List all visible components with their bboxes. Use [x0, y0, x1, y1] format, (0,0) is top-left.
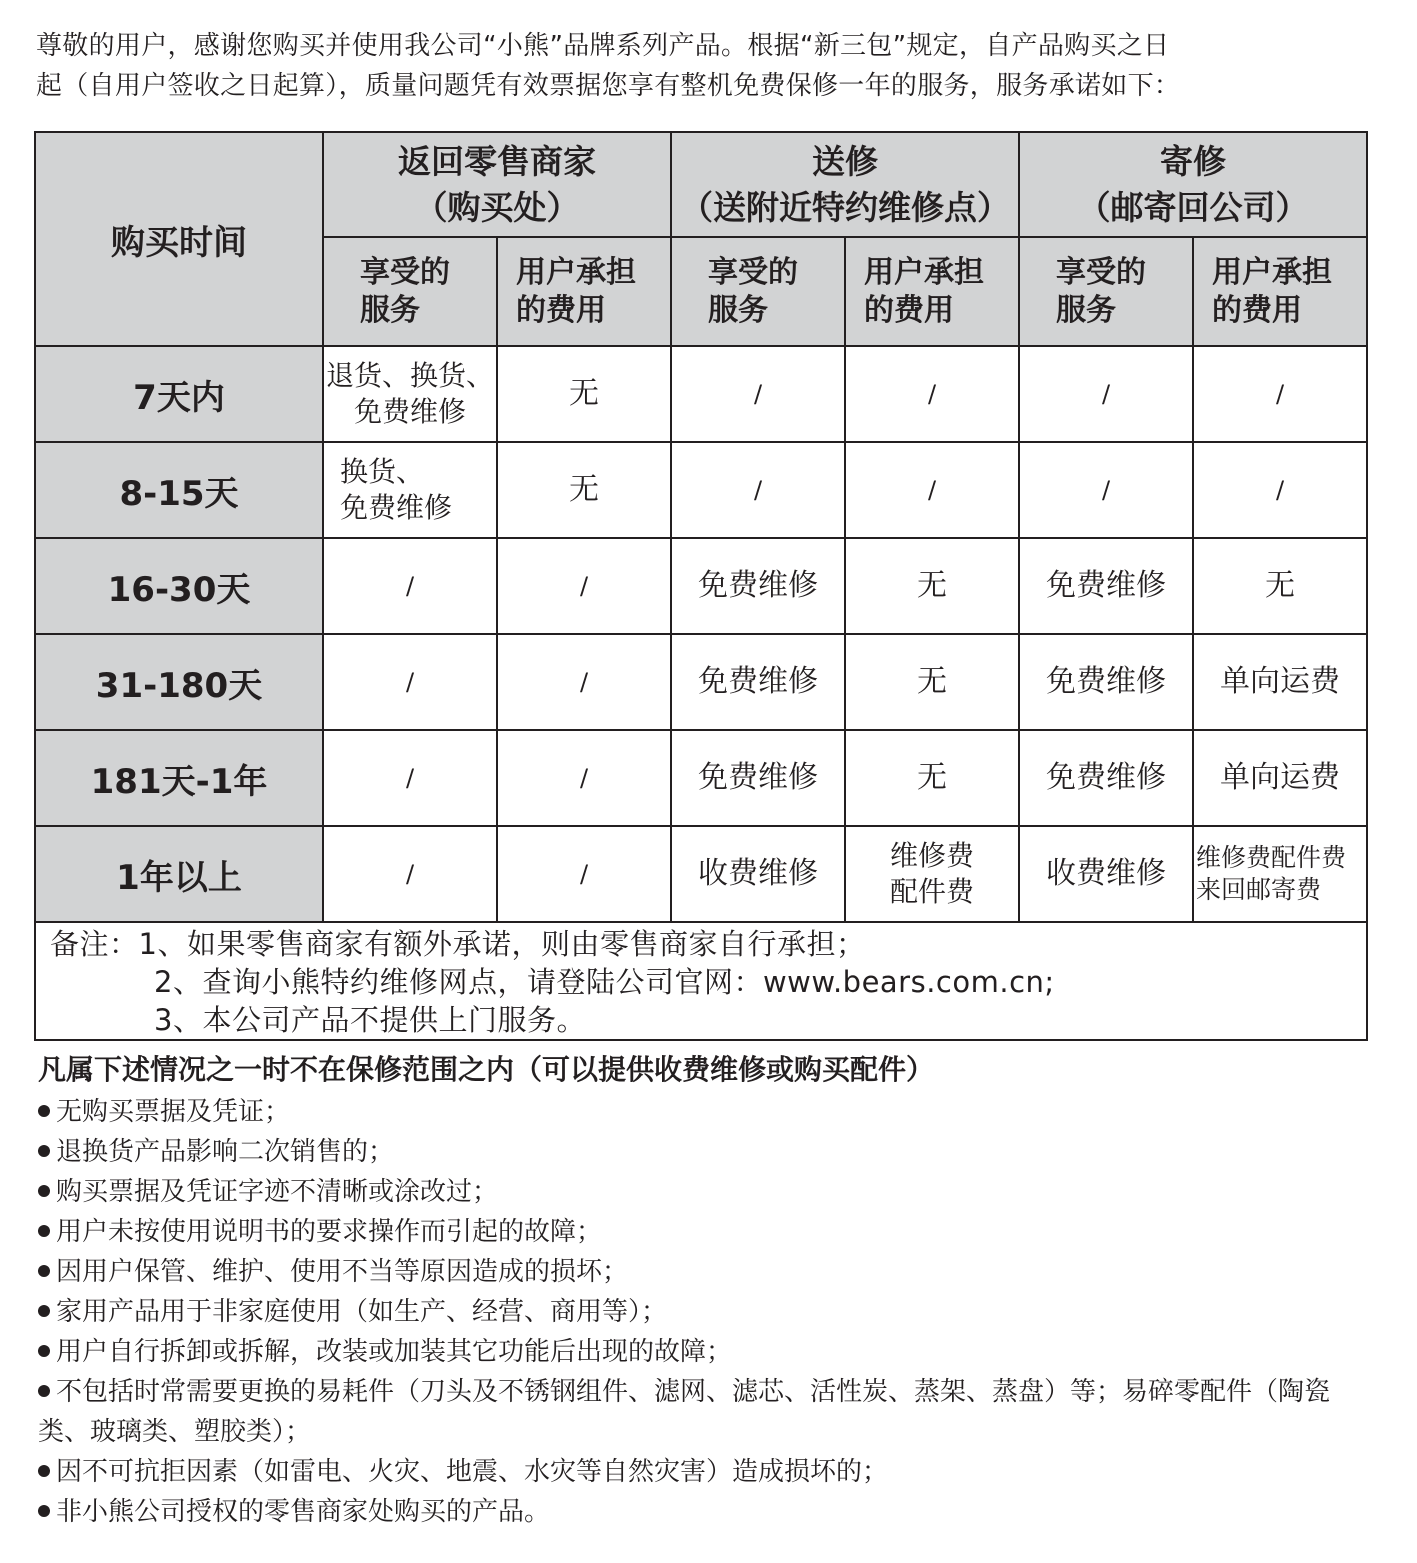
- table-row: [35, 442, 1367, 538]
- group-header-repair-station: 送修 （送附近特约维修点）: [671, 132, 1019, 237]
- exclusions-list: [38, 1092, 1378, 1532]
- table-row: [35, 634, 1367, 730]
- intro-paragraph: [36, 26, 1381, 106]
- note-line-1: 备注：1、如果零售商家有额外承诺，则由零售商家自行承担；: [50, 927, 866, 961]
- bullet-icon: [38, 1505, 50, 1517]
- table-row: [35, 730, 1367, 826]
- bullet-icon: [38, 1145, 50, 1157]
- bullet-icon: [38, 1105, 50, 1117]
- table-cell: 无: [845, 634, 1019, 730]
- row-period: 31-180天: [35, 634, 323, 730]
- table-row: [35, 826, 1367, 922]
- bullet-icon: [38, 1185, 50, 1197]
- table-cell: 免费维修: [671, 730, 845, 826]
- bullet-icon: [38, 1305, 50, 1317]
- subheader-cost: 用户承担 的费用: [845, 237, 1019, 346]
- table-cell: 单向运费: [1193, 634, 1367, 730]
- bullet-icon: [38, 1385, 50, 1397]
- table-cell: /: [1193, 442, 1367, 538]
- subheader-service: 享受的 服务: [323, 237, 497, 346]
- list-item: 因用户保管、维护、使用不当等原因造成的损坏；: [38, 1252, 1378, 1292]
- subheader-service: 享受的 服务: [671, 237, 845, 346]
- table-cell: /: [671, 346, 845, 442]
- warranty-table: [34, 131, 1368, 1041]
- table-cell: /: [1019, 346, 1193, 442]
- subheader-service: 享受的 服务: [1019, 237, 1193, 346]
- table-cell: 无: [845, 538, 1019, 634]
- table-cell: /: [497, 538, 671, 634]
- table-cell: 免费维修: [671, 634, 845, 730]
- intro-line-2: 起（自用户签收之日起算），质量问题凭有效票据您享有整机免费保修一年的服务，服务承诺如下：: [36, 71, 1181, 101]
- list-item: 退换货产品影响二次销售的；: [38, 1132, 1378, 1172]
- subheader-cost: 用户承担 的费用: [1193, 237, 1367, 346]
- table-cell: 免费维修: [1019, 730, 1193, 826]
- table-cell: /: [323, 826, 497, 922]
- table-cell: 免费维修: [1019, 634, 1193, 730]
- subheader-cost: 用户承担 的费用: [497, 237, 671, 346]
- table-cell: /: [845, 346, 1019, 442]
- table-cell: 维修费 配件费: [845, 826, 1019, 922]
- table-cell: 退货、换货、 免费维修: [323, 346, 497, 442]
- table-cell: /: [845, 442, 1019, 538]
- list-item: 用户未按使用说明书的要求操作而引起的故障；: [38, 1212, 1378, 1252]
- row-period: 7天内: [35, 346, 323, 442]
- row-period: 1年以上: [35, 826, 323, 922]
- table-cell: 免费维修: [671, 538, 845, 634]
- bullet-icon: [38, 1225, 50, 1237]
- table-cell: /: [1193, 346, 1367, 442]
- table-cell: /: [323, 538, 497, 634]
- list-item: 因不可抗拒因素（如雷电、火灾、地震、水灾等自然灾害）造成损坏的；: [38, 1452, 1378, 1492]
- table-cell: 单向运费: [1193, 730, 1367, 826]
- table-cell: 免费维修: [1019, 538, 1193, 634]
- table-cell: /: [1019, 442, 1193, 538]
- table-cell: /: [497, 634, 671, 730]
- group-header-retailer: 返回零售商家 （购买处）: [323, 132, 671, 237]
- purchase-time-header: 购买时间: [35, 132, 323, 346]
- table-cell: 无: [845, 730, 1019, 826]
- exclusions-title: 凡属下述情况之一时不在保修范围之内（可以提供收费维修或购买配件）: [38, 1053, 935, 1086]
- row-period: 8-15天: [35, 442, 323, 538]
- bullet-icon: [38, 1345, 50, 1357]
- table-row: [35, 538, 1367, 634]
- list-item: 购买票据及凭证字迹不清晰或涂改过；: [38, 1172, 1378, 1212]
- row-period: 16-30天: [35, 538, 323, 634]
- table-row: [35, 346, 1367, 442]
- table-cell: /: [671, 442, 845, 538]
- bullet-icon: [38, 1465, 50, 1477]
- note-line-2: 2、查询小熊特约维修网点，请登陆公司官网：www.bears.com.cn;: [154, 965, 1055, 999]
- table-cell: 维修费配件费 来回邮寄费: [1193, 826, 1367, 922]
- list-item: 家用产品用于非家庭使用（如生产、经营、商用等）；: [38, 1292, 1378, 1332]
- table-cell: /: [497, 826, 671, 922]
- group-header-mail-in: 寄修 （邮寄回公司）: [1019, 132, 1367, 237]
- row-period: 181天-1年: [35, 730, 323, 826]
- note-line-3: 3、本公司产品不提供上门服务。: [154, 1003, 586, 1037]
- table-notes: [35, 922, 1367, 1040]
- table-cell: /: [323, 634, 497, 730]
- list-item: 无购买票据及凭证；: [38, 1092, 1378, 1132]
- intro-line-1: 尊敬的用户，感谢您购买并使用我公司“小熊”品牌系列产品。根据“新三包”规定，自产品购买之日: [36, 31, 1170, 61]
- table-cell: 收费维修: [671, 826, 845, 922]
- table-cell: 收费维修: [1019, 826, 1193, 922]
- list-item: 非小熊公司授权的零售商家处购买的产品。: [38, 1492, 1378, 1532]
- table-cell: 无: [1193, 538, 1367, 634]
- table-cell: /: [323, 730, 497, 826]
- list-item: 用户自行拆卸或拆解，改装或加装其它功能后出现的故障；: [38, 1332, 1378, 1372]
- table-cell: 无: [497, 346, 671, 442]
- bullet-icon: [38, 1265, 50, 1277]
- table-cell: /: [497, 730, 671, 826]
- list-item: 不包括时常需要更换的易耗件（刀头及不锈钢组件、滤网、滤芯、活性炭、蒸架、蒸盘）等；易碎零配件（陶瓷类、玻璃类、塑胶类）；: [38, 1377, 1331, 1447]
- table-cell: 换货、 免费维修: [323, 442, 497, 538]
- table-cell: 无: [497, 442, 671, 538]
